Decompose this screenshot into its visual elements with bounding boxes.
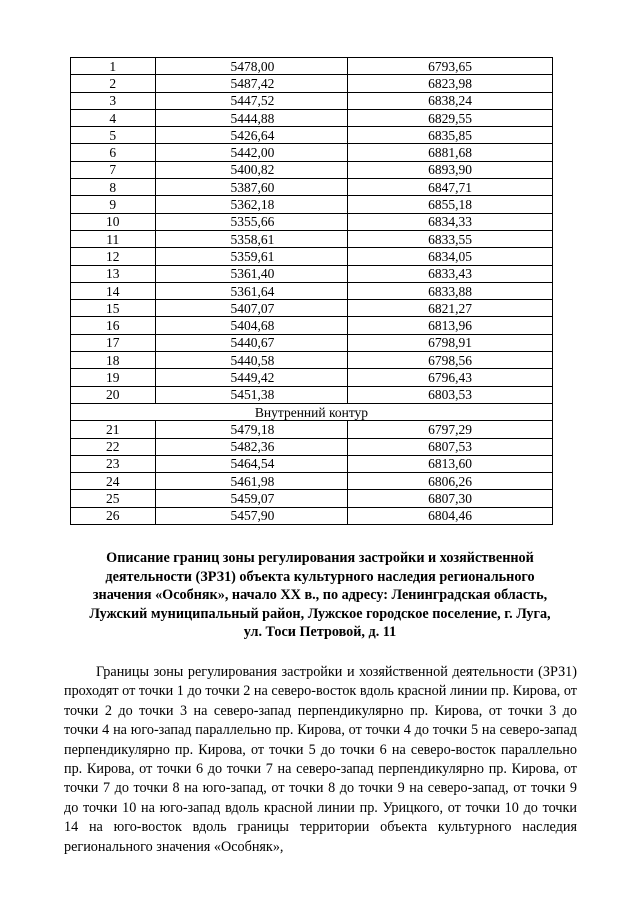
x-coordinate-cell: 5358,61 [155, 230, 348, 247]
heading-line: Описание границ зоны регулирования застройки и хозяйственной [106, 550, 534, 566]
table-row [71, 473, 553, 490]
point-number-cell: 7 [71, 161, 156, 178]
point-number-cell: 4 [71, 109, 156, 126]
table-row [71, 92, 553, 109]
point-number-cell: 21 [71, 421, 156, 438]
x-coordinate-cell: 5361,64 [155, 282, 348, 299]
point-number-cell: 17 [71, 334, 156, 351]
y-coordinate-cell: 6813,96 [348, 317, 553, 334]
table-row [71, 386, 553, 403]
table-row [71, 334, 553, 351]
point-number-cell: 23 [71, 455, 156, 472]
section-heading [60, 549, 580, 642]
table-row [71, 300, 553, 317]
table-row [71, 161, 553, 178]
x-coordinate-cell: 5387,60 [155, 179, 348, 196]
point-number-cell: 11 [71, 230, 156, 247]
table-row [71, 317, 553, 334]
point-number-cell: 26 [71, 507, 156, 524]
section-row [71, 403, 553, 420]
x-coordinate-cell: 5355,66 [155, 213, 348, 230]
point-number-cell: 14 [71, 282, 156, 299]
y-coordinate-cell: 6796,43 [348, 369, 553, 386]
table-row [71, 196, 553, 213]
x-coordinate-cell: 5426,64 [155, 127, 348, 144]
point-number-cell: 15 [71, 300, 156, 317]
table-row [71, 421, 553, 438]
y-coordinate-cell: 6807,30 [348, 490, 553, 507]
table-row [71, 352, 553, 369]
y-coordinate-cell: 6835,85 [348, 127, 553, 144]
y-coordinate-cell: 6833,55 [348, 230, 553, 247]
x-coordinate-cell: 5362,18 [155, 196, 348, 213]
y-coordinate-cell: 6793,65 [348, 58, 553, 75]
section-label: Внутренний контур [71, 403, 553, 420]
point-number-cell: 24 [71, 473, 156, 490]
x-coordinate-cell: 5440,67 [155, 334, 348, 351]
point-number-cell: 10 [71, 213, 156, 230]
table-row [71, 127, 553, 144]
point-number-cell: 8 [71, 179, 156, 196]
y-coordinate-cell: 6833,88 [348, 282, 553, 299]
x-coordinate-cell: 5442,00 [155, 144, 348, 161]
y-coordinate-cell: 6823,98 [348, 75, 553, 92]
y-coordinate-cell: 6798,91 [348, 334, 553, 351]
point-number-cell: 18 [71, 352, 156, 369]
y-coordinate-cell: 6806,26 [348, 473, 553, 490]
table-row [71, 455, 553, 472]
x-coordinate-cell: 5459,07 [155, 490, 348, 507]
table-row [71, 230, 553, 247]
x-coordinate-cell: 5451,38 [155, 386, 348, 403]
y-coordinate-cell: 6847,71 [348, 179, 553, 196]
point-number-cell: 25 [71, 490, 156, 507]
x-coordinate-cell: 5457,90 [155, 507, 348, 524]
table-row [71, 490, 553, 507]
table-row [71, 369, 553, 386]
y-coordinate-cell: 6881,68 [348, 144, 553, 161]
y-coordinate-cell: 6855,18 [348, 196, 553, 213]
table-row [71, 507, 553, 524]
point-number-cell: 19 [71, 369, 156, 386]
x-coordinate-cell: 5359,61 [155, 248, 348, 265]
point-number-cell: 22 [71, 438, 156, 455]
x-coordinate-cell: 5400,82 [155, 161, 348, 178]
x-coordinate-cell: 5444,88 [155, 109, 348, 126]
y-coordinate-cell: 6798,56 [348, 352, 553, 369]
point-number-cell: 5 [71, 127, 156, 144]
table-row [71, 213, 553, 230]
point-number-cell: 2 [71, 75, 156, 92]
x-coordinate-cell: 5361,40 [155, 265, 348, 282]
body-paragraph: Границы зоны регулирования застройки и хозяйственной деятельности (ЗРЗ1) проходят от точки 1 до точки 2 на северо-восток вдоль красной линии пр. Кирова, от точки 2 до точки 3 на северо-запад перпендикулярно пр. Кирова, от точки 3 до точки 4 на юго-запад параллельно пр. Кирова, от точки 4 до точки 5 на северо-запад перпендикулярно пр. Кирова, от точки 5 до точки 6 на северо-восток параллельно пр. Кирова, от точки 6 до точки 7 на северо-запад перпендикулярно пр. Кирова, от точки 7 до точки 8 на юго-запад, от точки 8 до точки 9 на северо-запад, от точки 9 до точки 10 на юго-запад вдоль красной линии пр. Урицкого, от точки 10 до точки 14 на юго-восток вдоль границы территории объекта культурного наследия регионального значения «Особняк», [64, 664, 577, 855]
x-coordinate-cell: 5407,07 [155, 300, 348, 317]
table-row [71, 75, 553, 92]
table-row [71, 282, 553, 299]
x-coordinate-cell: 5482,36 [155, 438, 348, 455]
point-number-cell: 3 [71, 92, 156, 109]
point-number-cell: 9 [71, 196, 156, 213]
x-coordinate-cell: 5487,42 [155, 75, 348, 92]
y-coordinate-cell: 6807,53 [348, 438, 553, 455]
heading-line: ул. Тоси Петровой, д. 11 [243, 624, 397, 640]
y-coordinate-cell: 6813,60 [348, 455, 553, 472]
y-coordinate-cell: 6834,33 [348, 213, 553, 230]
heading-line: деятельности (ЗРЗ1) объекта культурного наследия регионального [105, 568, 535, 585]
table-row [71, 179, 553, 196]
point-number-cell: 12 [71, 248, 156, 265]
table-row [71, 58, 553, 75]
table-row [71, 144, 553, 161]
x-coordinate-cell: 5447,52 [155, 92, 348, 109]
x-coordinate-cell: 5449,42 [155, 369, 348, 386]
y-coordinate-cell: 6821,27 [348, 300, 553, 317]
coordinates-table-body-outer [71, 58, 553, 404]
y-coordinate-cell: 6804,46 [348, 507, 553, 524]
table-row [71, 109, 553, 126]
x-coordinate-cell: 5440,58 [155, 352, 348, 369]
table-row [71, 438, 553, 455]
heading-line: значения «Особняк», начало XX в., по адресу: Ленинградская область, [92, 587, 548, 603]
heading-line: Лужский муниципальный район, Лужское городское поселение, г. Луга, [89, 605, 551, 622]
y-coordinate-cell: 6893,90 [348, 161, 553, 178]
x-coordinate-cell: 5464,54 [155, 455, 348, 472]
coordinates-table [70, 57, 553, 525]
y-coordinate-cell: 6829,55 [348, 109, 553, 126]
coordinates-table-section [71, 403, 553, 420]
x-coordinate-cell: 5404,68 [155, 317, 348, 334]
point-number-cell: 16 [71, 317, 156, 334]
y-coordinate-cell: 6797,29 [348, 421, 553, 438]
table-row [71, 265, 553, 282]
table-row [71, 248, 553, 265]
y-coordinate-cell: 6834,05 [348, 248, 553, 265]
y-coordinate-cell: 6838,24 [348, 92, 553, 109]
y-coordinate-cell: 6833,43 [348, 265, 553, 282]
point-number-cell: 20 [71, 386, 156, 403]
x-coordinate-cell: 5478,00 [155, 58, 348, 75]
point-number-cell: 1 [71, 58, 156, 75]
x-coordinate-cell: 5479,18 [155, 421, 348, 438]
x-coordinate-cell: 5461,98 [155, 473, 348, 490]
point-number-cell: 6 [71, 144, 156, 161]
y-coordinate-cell: 6803,53 [348, 386, 553, 403]
coordinates-table-body-inner [71, 421, 553, 525]
point-number-cell: 13 [71, 265, 156, 282]
